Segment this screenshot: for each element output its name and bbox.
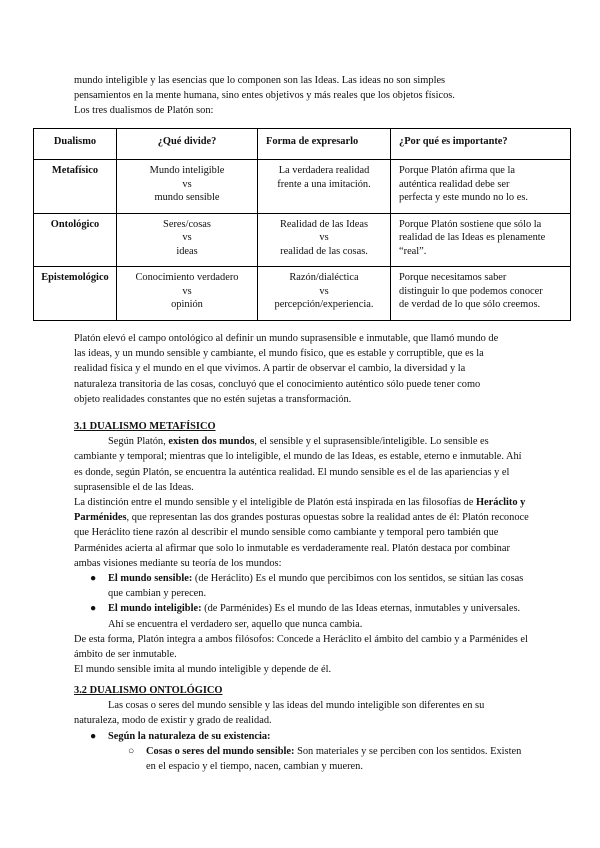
cell-line: Porque Platón afirma que la [399,165,515,176]
table-row [34,213,571,267]
cell-line: realidad de las Ideas es plenamente [399,232,546,243]
table-row [34,160,571,214]
bold-text: El mundo inteligible: [108,603,202,615]
cell-line: vs [182,285,192,297]
table-cell [391,267,571,321]
table-cell [391,213,571,267]
section-3-1 [74,419,529,677]
col-header-dualismo: Dualismo [34,129,117,160]
list-item [74,601,529,631]
list-item [74,571,529,601]
section-heading: 3.2 DUALISMO ONTOLÓGICO [74,685,223,696]
table-row [34,267,571,321]
cell-line: ideas [176,245,198,257]
paragraph-ontologico [74,331,529,407]
text-run: (de Parménides) Es el mundo de las Ideas eternas, inmutables y universales. Ahí se encuentra el verdadero ser, aquello que nunca cambia. [108,603,521,630]
bullet-list [74,729,529,744]
bullet-list [74,571,529,632]
list-item [74,729,529,744]
cell-line: Realidad de las Ideas [280,218,368,230]
table-cell [258,160,391,214]
table-cell [117,267,258,321]
section-heading: 3.1 DUALISMO METAFÍSICO [74,421,216,432]
text-run: Son materiales y se perciben con los sentidos. Existen en el espacio y el tiempo, nacen, cambian y mueren. [146,745,522,773]
sub-list [74,744,529,774]
bullet-icon: ● [90,603,97,615]
paragraph [74,434,529,495]
cell-line: Seres/cosas [163,218,211,230]
cell-line: vs [319,232,329,243]
circle-bullet-icon: ○ [128,745,135,757]
bullet-icon: ● [90,573,97,585]
text-run: , el sensible y el suprasensible/inteligible. Lo sensible es cambiante y temporal; mientras que lo inteligible, el mundo de las Ideas, es estable, eterno e inmutable. Ahí es donde, según Platón, se encuentra la auténtica realidad. El mundo sensible es el de las apariencias y el suprasensible el de las Ideas. [74,436,522,493]
cell-line: opinión [171,299,203,310]
section-3-2 [74,683,529,774]
bullet-icon: ● [90,730,97,742]
cell-line: percepción/experiencia. [274,299,374,310]
paragraph-line: objeto realidades constantes que no estén sujetas a transformación. [74,393,352,405]
table-cell [258,267,391,321]
cell-line: Porque Platón sostiene que sólo la [399,218,542,230]
intro-line: pensamientos en la mente humana, sino entes objetivos y más reales que los objetos físicos. [74,90,455,101]
paragraph [74,495,529,571]
text-run: (de Heráclito) Es el mundo que percibimos con los sentidos, se sitúan las cosas que cambian y perecen. [108,573,524,600]
cell-line: La verdadera realidad [278,165,370,176]
bold-text: existen dos mundos [168,436,255,448]
intro-text [74,73,529,118]
table-header-row [34,129,571,160]
table-cell [391,160,571,214]
row-header: Epistemológico [34,267,117,321]
intro-line: Los tres dualismos de Platón son: [74,105,214,116]
cell-line: Mundo inteligible [149,165,225,176]
table-cell [117,160,258,214]
cell-line: Razón/dialéctica [289,272,359,283]
cell-line: Conocimiento verdadero [135,272,239,283]
list-item [74,744,529,774]
cell-line: vs [182,232,192,243]
cell-line: vs [319,285,329,297]
paragraph: El mundo sensible imita al mundo inteligible y depende de él. [74,664,332,676]
col-header-forma: Forma de expresarlo [258,129,391,160]
paragraph-line: Platón elevó el campo ontológico al definir un mundo suprasensible e inmutable, que llamó mundo de [74,333,499,344]
cell-line: Porque necesitamos saber [399,272,507,283]
cell-line: distinguir lo que podemos conocer [399,285,543,297]
paragraph: Las cosas o seres del mundo sensible y las ideas del mundo inteligible son diferentes en su naturaleza, modo de existir y grado de realidad. [74,700,485,727]
cell-line: perfecta y este mundo no lo es. [399,192,528,203]
col-header-divide: ¿Qué divide? [117,129,258,160]
cell-line: vs [182,178,192,190]
bold-text: Heráclito y Parménides [74,497,526,524]
paragraph-line: naturaleza transitoria de las cosas, concluyó que el conocimiento auténtico sólo puede tener como [74,378,481,390]
intro-line: mundo inteligible y las esencias que lo componen son las Ideas. Las ideas no son simples [74,75,446,86]
dualisms-table [33,128,571,321]
cell-line: de verdad de lo que sólo creemos. [399,299,541,310]
col-header-porque: ¿Por qué es importante? [391,129,571,160]
bold-text: Cosas o seres del mundo sensible: [146,745,295,757]
cell-line: mundo sensible [154,192,220,203]
text-run: , que representan las dos grandes posturas opuestas sobre la realidad antes de él: Platón reconoce que Heráclito tiene razón al describir el mundo sensible como cambiante y temporal pero también que Parménides acierta al afirmar que solo lo inmutable es verdaderamente real. Platón destaca por combinar ambas visiones mediante su teoría de los mundos: [74,512,529,569]
cell-line: frente a una imitación. [277,178,371,190]
bold-text: Según la naturaleza de su existencia: [108,730,271,742]
table-cell [258,213,391,267]
bold-text: El mundo sensible: [108,573,193,585]
paragraph: De esta forma, Platón integra a ambos filósofos: Concede a Heráclito el ámbito del cambio y a Parménides el ámbito de ser inmutable. [74,633,528,661]
cell-line: “real”. [399,245,427,257]
row-header: Ontológico [34,213,117,267]
cell-line: realidad de las cosas. [280,245,368,257]
row-header: Metafísico [34,160,117,214]
table-cell [117,213,258,267]
text-run: La distinción entre el mundo sensible y el inteligible de Platón está inspirada en las filosofías de [74,497,476,509]
paragraph-line: las ideas, y un mundo sensible y cambiante, el mundo físico, que es estable y corruptible, que es la [74,348,484,360]
text-run: Según Platón, [108,436,169,448]
paragraph-line: realidad física y el mundo en el que vivimos. A partir de observar el cambio, la diversidad y la [74,363,466,375]
cell-line: auténtica realidad debe ser [399,178,510,190]
